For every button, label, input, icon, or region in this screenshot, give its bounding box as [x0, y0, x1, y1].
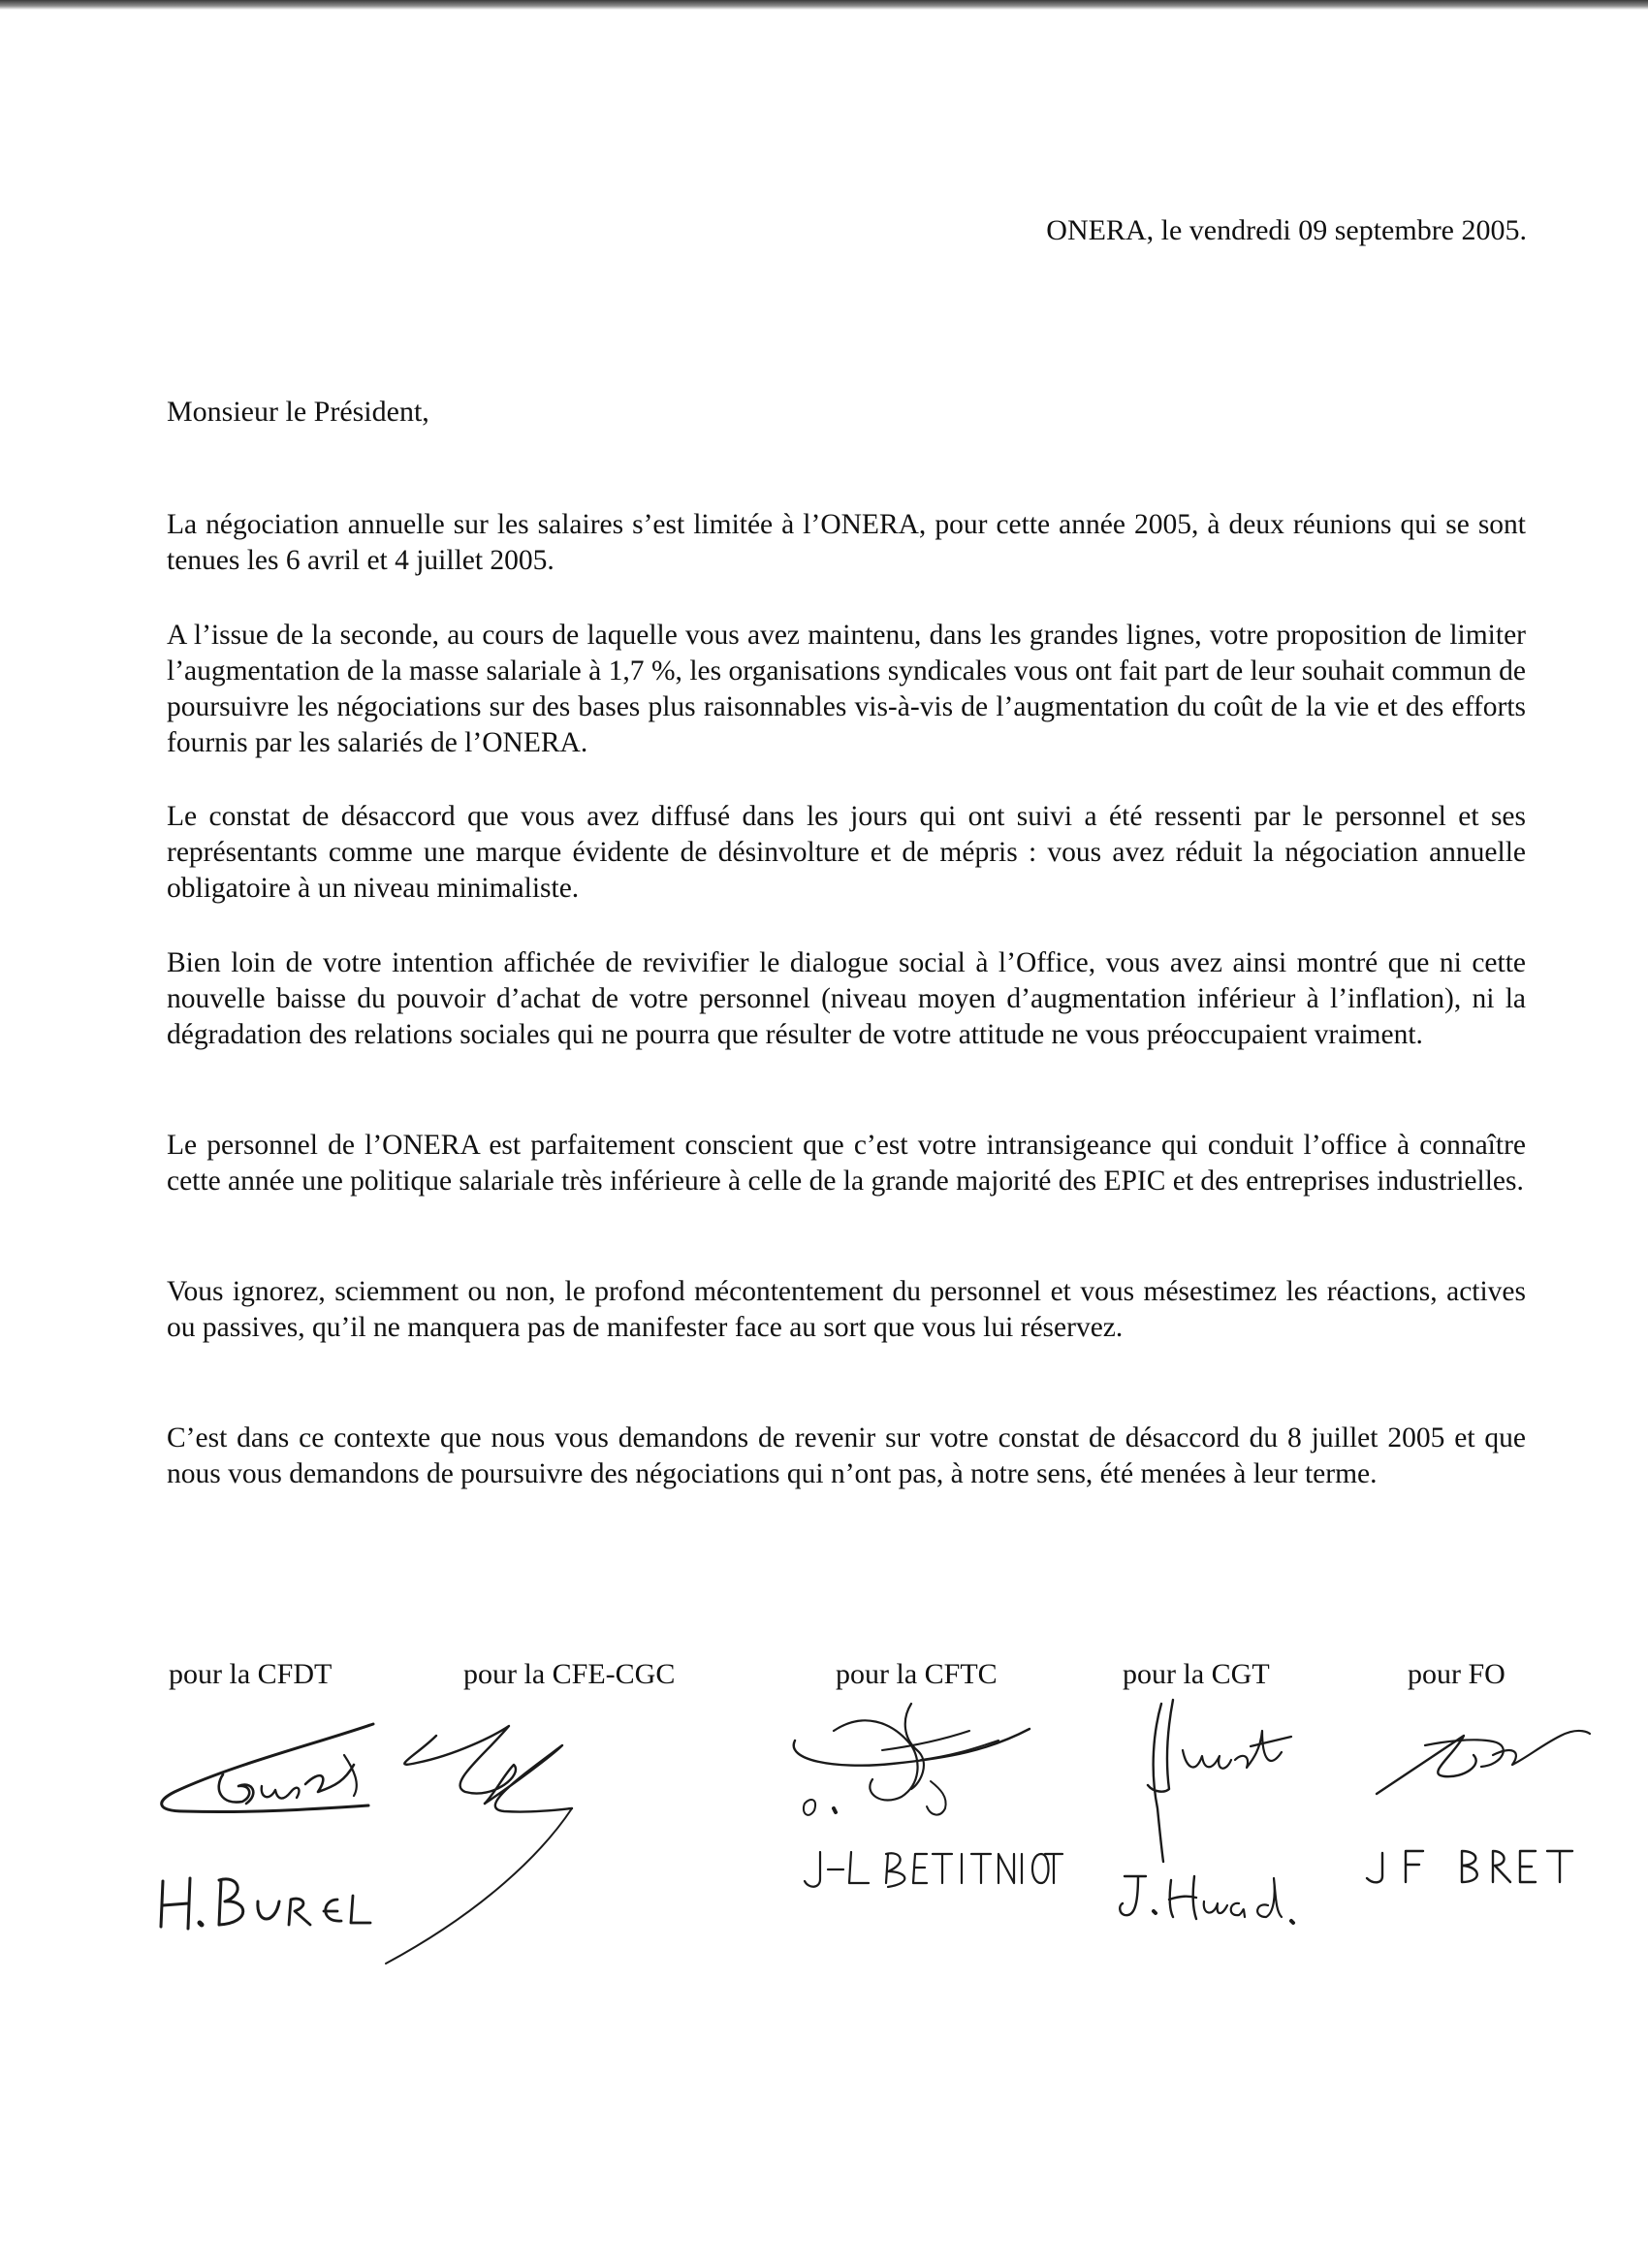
signature-label-fo: pour FO	[1408, 1658, 1505, 1690]
paragraph-2: A l’issue de la seconde, au cours de laquelle vous avez maintenu, dans les grandes lignes, votre proposition de limiter l’augmentation de la masse salariale à 1,7 %, les organisations syndicales vous ont fait part de leur souhait commun de poursuivre les négociations sur des bases plus raisonnables vis-à-vis de l’augmentation du coût de la vie et des efforts fournis par les salariés de l’ONERA.	[167, 620, 1526, 758]
paragraph-6: Vous ignorez, sciemment ou non, le profond mécontentement du personnel et vous mésestimez les réactions, actives ou passives, qu’il ne manquera pas de manifester face au sort que vous lui réservez.	[167, 1276, 1526, 1343]
salutation: Monsieur le Président,	[167, 396, 429, 428]
paragraph-4: Bien loin de votre intention affichée de revivifier le dialogue social à l’Office, vous avez ainsi montré que ni cette nouvelle baisse du pouvoir d’achat de votre personnel (niveau moyen d’augmentation inférieur à l’inflation), ni la dégradation des relations sociales qui ne pourra que résulter de votre attitude ne vous préoccupaient vraiment.	[167, 947, 1526, 1050]
paragraph-3: Le constat de désaccord que vous avez diffusé dans les jours qui ont suivi a été ressenti par le personnel et ses représentants comme une marque évidente de désinvolture et de mépris : vous avez réduit la négociation annuelle obligatoire à un niveau minimaliste.	[167, 801, 1526, 904]
signature-name-cftc	[801, 1844, 1053, 1902]
signature-label-cfe-cgc: pour la CFE-CGC	[463, 1658, 676, 1690]
signature-label-cfdt: pour la CFDT	[169, 1658, 333, 1690]
paragraph-1: La négociation annuelle sur les salaires s’est limitée à l’ONERA, pour cette année 2005, à deux réunions qui se sont tenues les 6 avril et 4 juillet 2005.	[167, 509, 1526, 576]
signature-label-cgt: pour la CGT	[1123, 1658, 1270, 1690]
signature-name-fo	[1361, 1847, 1594, 1896]
paragraph-5: Le personnel de l’ONERA est parfaitement conscient que c’est votre intransigeance qui conduit l’office à connaître cette année une politique salariale très inférieure à celle de la grande majorité des EPIC et des entreprises industrielles.	[167, 1130, 1526, 1197]
signature-name-cgt	[1115, 1867, 1309, 1934]
paragraph-7: C’est dans ce contexte que nous vous demandons de revenir sur votre constat de désaccord du 8 juillet 2005 et que nous vous demandons de poursuivre des négociations qui n’ont pas, à notre sens, été menées à leur terme.	[167, 1422, 1526, 1489]
signature-label-cftc: pour la CFTC	[836, 1658, 998, 1690]
signature-fo	[1367, 1716, 1600, 1813]
signature-cftc	[776, 1692, 1047, 1867]
signature-cfe-cgc	[378, 1716, 698, 1968]
signature-name-cfdt	[155, 1867, 388, 1944]
scan-edge	[0, 0, 1648, 10]
letter-date: ONERA, le vendredi 09 septembre 2005.	[1046, 214, 1527, 246]
letter-body	[167, 507, 1526, 1528]
signature-cgt	[1115, 1692, 1309, 1867]
